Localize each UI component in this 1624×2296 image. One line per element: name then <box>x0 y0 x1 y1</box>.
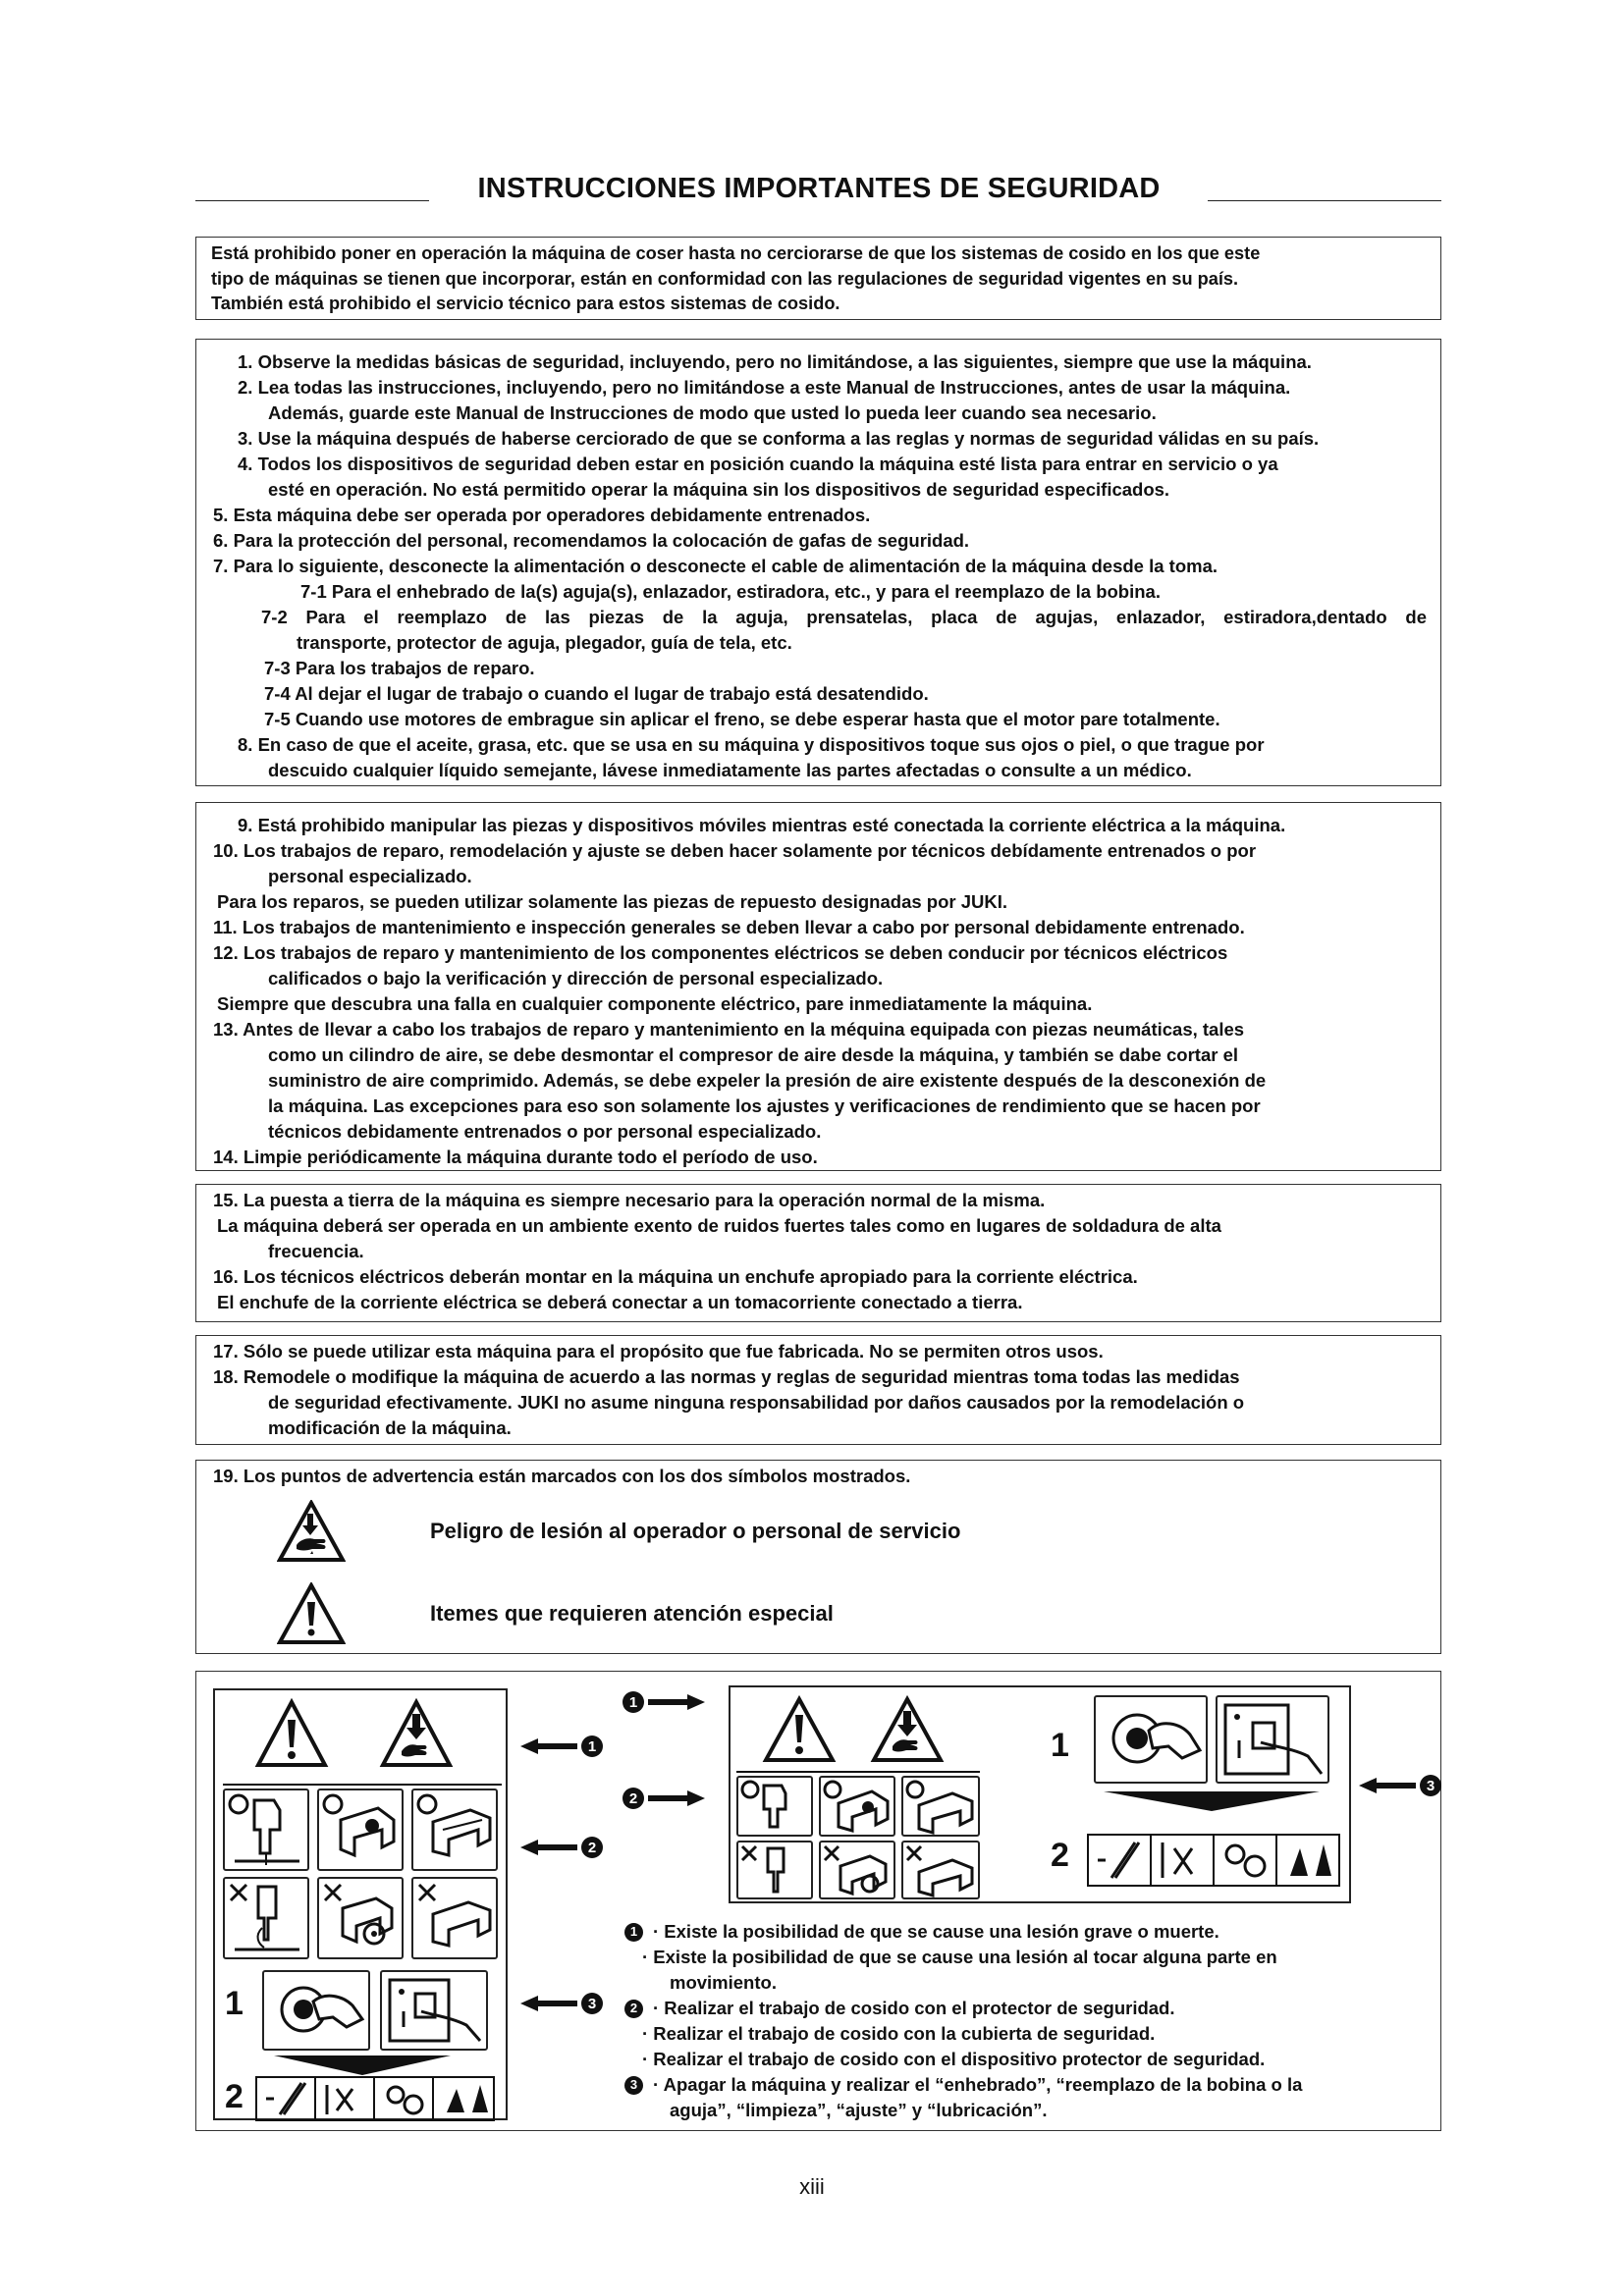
list-item: frecuencia. <box>268 1241 364 1261</box>
page-title: INSTRUCCIONES IMPORTANTES DE SEGURIDAD <box>477 173 1161 204</box>
label-warning-triangles <box>731 1687 986 1776</box>
list-item: 14. Limpie periódicamente la máquina durante todo el período de uso. <box>213 1147 818 1167</box>
title-row <box>195 173 1441 212</box>
note-line: aguja”, “limpieza”, “ajuste” y “lubricación”. <box>670 2100 1048 2120</box>
list-item: 5. Esta máquina debe ser operada por operadores debidamente entrenados. <box>213 505 871 525</box>
list-item: 7-2 Para el reemplazo de las piezas de la aguja, prensatelas, placa de agujas, enlazador, estiradora,dentado de <box>261 607 1427 627</box>
callout-number: 2 <box>581 1837 603 1858</box>
list-item: 8. En caso de que el aceite, grasa, etc. que se usa en su máquina y dispositivos toque sus ojos o piel, o que trague por <box>238 734 1265 755</box>
callout-arrow-3-left <box>520 1993 603 2014</box>
guard-no-cover-prohibited-icon <box>411 1877 498 1959</box>
note-line: movimiento. <box>670 1972 777 1993</box>
list-item: descuido cualquier líquido semejante, lávese inmediatamente las partes afectadas o consulte a un médico. <box>268 760 1192 780</box>
list-item: 7-3 Para los trabajos de reparo. <box>264 658 535 678</box>
list-item: calificados o bajo la verificación y dirección de personal especializado. <box>268 968 884 988</box>
list-item: 7. Para lo siguiente, desconecte la alimentación o desconecte el cable de alimentación de la máquina desde la toma. <box>213 556 1218 576</box>
list-item: Para los reparos, se pueden utilizar solamente las piezas de repuesto designadas por JUKI. <box>217 891 1008 912</box>
guard-no-cover-prohibited-icon <box>901 1841 980 1899</box>
list-item: personal especializado. <box>268 866 472 886</box>
list-item: Siempre que descubra una falla en cualquier componente eléctrico, pare inmediatamente la máquina. <box>217 993 1093 1014</box>
intro-box <box>195 237 1441 320</box>
power-outlet-unplug-icon <box>1216 1695 1329 1784</box>
label-notes <box>624 1919 1302 2123</box>
note-line: 2 · Realizar el trabajo de cosido con el protector de seguridad. <box>624 1996 1302 2021</box>
callout-arrow-1-left <box>520 1735 603 1757</box>
list-item: la máquina. Las excepciones para eso son solamente los ajustes y verificaciones de rendimiento que se hacen por <box>268 1095 1261 1116</box>
list-item: 17. Sólo se puede utilizar esta máquina para el propósito que fue fabricada. No se permiten otros usos. <box>213 1341 1104 1362</box>
note-line: · Realizar el trabajo de cosido con el dispositivo protector de seguridad. <box>642 2049 1266 2069</box>
list-item: 16. Los técnicos eléctricos deberán montar en la máquina un enchufe apropiado para la corriente eléctrica. <box>213 1266 1138 1287</box>
belt-no-cover-prohibited-icon <box>317 1877 404 1959</box>
page-number: xiii <box>799 2174 825 2199</box>
safety-box-17-18 <box>195 1335 1441 1445</box>
callout-number: 2 <box>623 1788 644 1809</box>
list-item: 10. Los trabajos de reparo, remodelación y ajuste se deben hacer solamente por técnicos debídamente entrenados o por <box>213 840 1257 861</box>
caution-exclamation-icon <box>277 1582 346 1645</box>
list-item: 18. Remodele o modifique la máquina de acuerdo a las normas y reglas de seguridad mientras toma todas las medidas <box>213 1366 1240 1387</box>
guard-cover-ok-icon <box>411 1789 498 1871</box>
list-item: esté en operación. No está permitido operar la máquina sin los dispositivos de seguridad especificados. <box>268 479 1170 500</box>
intro-line: Está prohibido poner en operación la máquina de coser hasta no cerciorarse de que los sistemas de cosido en los que este <box>211 243 1261 263</box>
list-item: 15. La puesta a tierra de la máquina es siempre necesario para la operación normal de la misma. <box>213 1190 1046 1210</box>
list-item: 11. Los trabajos de mantenimiento e inspección generales se deben llevar a cabo por personal debidamente entrenado. <box>213 917 1245 937</box>
symbol-danger-text: Peligro de lesión al operador o personal de servicio <box>430 1519 961 1543</box>
step-2-number: 2 <box>225 2078 244 2115</box>
list-item: 9. Está prohibido manipular las piezas y dispositivos móviles mientras esté conectada la corriente eléctrica a la máquina. <box>238 815 1286 835</box>
maintenance-tasks-icon <box>254 2075 496 2122</box>
list-item: transporte, protector de aguja, plegador, guía de tela, etc. <box>297 632 792 653</box>
callout-number: 3 <box>1420 1775 1441 1796</box>
guard-cover-ok-icon <box>901 1776 980 1837</box>
needle-guard-ok-icon <box>223 1789 309 1871</box>
callout-arrow-3-right <box>1359 1775 1441 1796</box>
step-1-number: 1 <box>1051 1727 1069 1764</box>
needle-guard-ok-icon <box>736 1776 813 1837</box>
list-item: Además, guarde este Manual de Instrucciones de modo que usted lo pueda leer cuando sea necesario. <box>268 402 1157 423</box>
callout-number: 1 <box>623 1691 644 1713</box>
list-item: 1. Observe la medidas básicas de seguridad, incluyendo, pero no limitándose, a las siguientes, siempre que use la máquina. <box>238 351 1312 372</box>
callout-number: 1 <box>581 1735 603 1757</box>
down-arrow-icon <box>1074 1789 1349 1815</box>
note-line: 3 · Apagar la máquina y realizar el “enhebrado”, “reemplazo de la bobina o la <box>624 2072 1302 2098</box>
warning-label-vertical <box>213 1688 508 2120</box>
note-number: 2 <box>624 2000 643 2018</box>
title-rule-left <box>195 200 429 201</box>
list-item: modificación de la máquina. <box>268 1417 512 1438</box>
title-rule-right <box>1208 200 1441 201</box>
list-item: 7-5 Cuando use motores de embrague sin aplicar el freno, se debe esperar hasta que el motor pare totalmente. <box>264 709 1220 729</box>
list-item: 7-1 Para el enhebrado de la(s) aguja(s), enlazador, estiradora, etc., y para el reemplazo de la bobina. <box>300 581 1161 602</box>
symbol-row-attention <box>277 1582 834 1645</box>
power-switch-hand-icon <box>262 1970 370 2051</box>
list-item: 13. Antes de llevar a cabo los trabajos de reparo y mantenimiento en la méquina equipada con piezas neumáticas, tales <box>213 1019 1245 1040</box>
list-item: como un cilindro de aire, se debe desmontar el compresor de aire desde la máquina, y también se dabe cortar el <box>268 1044 1239 1065</box>
needle-no-guard-prohibited-icon <box>736 1841 813 1899</box>
callout-arrow-2-right <box>623 1788 705 1809</box>
note-line: 1 · Existe la posibilidad de que se cause una lesión grave o muerte. <box>624 1919 1302 1945</box>
list-item: La máquina deberá ser operada en un ambiente exento de ruidos fuertes tales como en lugares de soldadura de alta <box>217 1215 1221 1236</box>
list-item: 3. Use la máquina después de haberse cerciorado de que se conforma a las reglas y normas de seguridad válidas en su país. <box>238 428 1320 449</box>
note-line: · Existe la posibilidad de que se cause una lesión al tocar alguna parte en <box>642 1947 1277 1967</box>
list-item: de seguridad efectivamente. JUKI no asume ninguna responsabilidad por daños causados por la remodelación o <box>268 1392 1245 1413</box>
list-item: 19. Los puntos de advertencia están marcados con los dos símbolos mostrados. <box>213 1466 911 1486</box>
list-item: 12. Los trabajos de reparo y mantenimiento de los componentes eléctricos se deben conducir por técnicos eléctricos <box>213 942 1228 963</box>
belt-cover-ok-icon <box>819 1776 895 1837</box>
power-outlet-unplug-icon <box>380 1970 488 2051</box>
list-item: El enchufe de la corriente eléctrica se deberá conectar a un tomacorriente conectado a tierra. <box>217 1292 1023 1312</box>
list-item: 6. Para la protección del personal, recomendamos la colocación de gafas de seguridad. <box>213 530 970 551</box>
intro-line: tipo de máquinas se tienen que incorporar, están en conformidad con las regulaciones de seguridad vigentes en su país. <box>211 268 1239 289</box>
warning-labels-box <box>195 1671 1441 2131</box>
list-item: suministro de aire comprimido. Además, se debe expeler la presión de aire existente después de la desconexión de <box>268 1070 1267 1091</box>
callout-number: 3 <box>581 1993 603 2014</box>
belt-no-cover-prohibited-icon <box>819 1841 895 1899</box>
safety-box-19 <box>195 1460 1441 1654</box>
maintenance-tasks-icon <box>1086 1833 1341 1888</box>
note-number: 1 <box>624 1923 643 1942</box>
symbol-row-danger <box>277 1500 960 1563</box>
step-1-number: 1 <box>225 1985 244 2022</box>
intro-line: También está prohibido el servicio técnico para estos sistemas de cosido. <box>211 294 840 313</box>
hand-injury-warning-icon <box>277 1500 346 1563</box>
power-switch-hand-icon <box>1094 1695 1208 1784</box>
callout-arrow-1-right <box>623 1691 705 1713</box>
safety-box-15-16 <box>195 1184 1441 1322</box>
note-line: · Realizar el trabajo de cosido con la cubierta de seguridad. <box>642 2023 1156 2044</box>
warning-label-horizontal <box>729 1685 1351 1903</box>
symbol-attention-text: Itemes que requieren atención especial <box>430 1601 834 1626</box>
callout-arrow-2-left <box>520 1837 603 1858</box>
list-item: técnicos debidamente entrenados o por personal especializado. <box>268 1121 822 1142</box>
needle-no-guard-prohibited-icon <box>223 1877 309 1959</box>
note-number: 3 <box>624 2076 643 2095</box>
step-2-number: 2 <box>1051 1837 1069 1874</box>
safety-box-1-8 <box>195 339 1441 786</box>
list-item: 7-4 Al dejar el lugar de trabajo o cuando el lugar de trabajo está desatendido. <box>264 683 929 704</box>
belt-cover-ok-icon <box>317 1789 404 1871</box>
list-item: 2. Lea todas las instrucciones, incluyendo, pero no limitándose a este Manual de Instrucciones, antes de usar la máquina. <box>238 377 1291 398</box>
list-item: 4. Todos los dispositivos de seguridad deben estar en posición cuando la máquina esté lista para entrar en servicio o ya <box>238 454 1278 474</box>
safety-box-9-14 <box>195 802 1441 1171</box>
